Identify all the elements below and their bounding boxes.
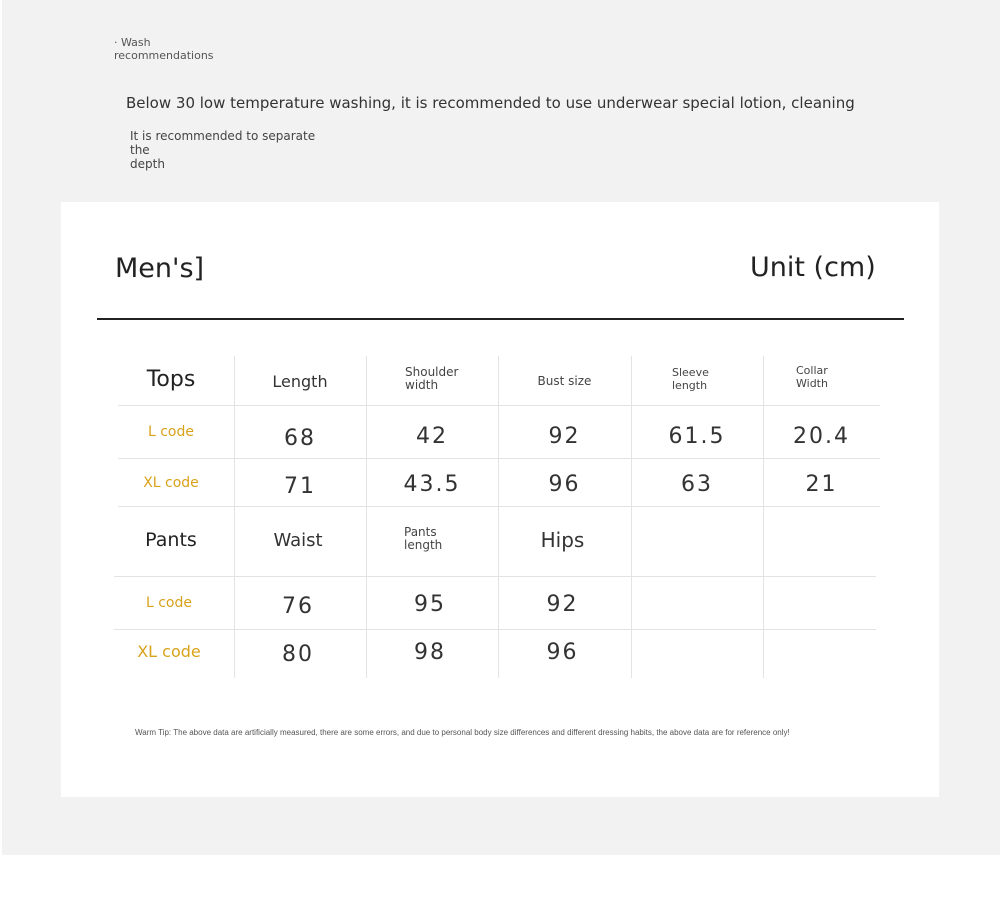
header-sleeve-line2: length [672,379,708,392]
wash-section-label [114,36,224,62]
pants-waist-value: 80 [282,641,314,667]
grid-hline [118,405,880,406]
pants-row-size: L code [145,595,192,611]
tops-shoulder-value: 42 [416,423,448,449]
tops-sleeve-value: 63 [681,471,713,497]
header-collar-width [796,364,876,394]
header-pants-line1: Pants [404,525,437,539]
header-hips: Hips [540,528,585,552]
wash-label-line2: recommendations [114,49,214,62]
header-collar-line2: Width [796,377,828,390]
tops-row-size: L code [147,424,194,440]
header-sleeve-length [672,366,752,396]
pants-label: Pants [145,529,197,551]
pants-hips-value: 96 [546,639,579,665]
header-shoulder-line2: width [405,378,439,392]
tops-collar-value: 21 [805,471,838,497]
pants-waist-value: 76 [282,593,314,619]
tops-shoulder-value: 43.5 [403,471,461,497]
header-shoulder-line1: Shoulder [405,365,459,379]
wash-sub-line2: depth [130,157,165,171]
header-waist: Waist [273,529,323,551]
header-shoulder-width [405,366,495,396]
header-sleeve-line1: Sleeve [672,366,709,379]
wash-label-line1: · Wash [114,36,151,49]
title-divider [97,318,904,320]
tops-collar-value: 20.4 [793,423,850,449]
header-bust-size: Bust size [537,374,592,388]
pants-length-value: 95 [414,591,446,617]
tops-length-value: 68 [284,425,316,451]
tops-bust-value: 96 [548,471,581,497]
pants-hips-value: 92 [546,591,579,617]
header-collar-line1: Collar [796,364,828,377]
pants-length-value: 98 [414,639,446,665]
tops-label: Tops [146,366,196,392]
tops-length-value: 71 [284,473,316,499]
wash-instruction-text: Below 30 low temperature washing, it is recommended to use underwear special lotion, cleaning [126,94,855,112]
tops-bust-value: 92 [548,423,581,449]
size-chart-title: Men's] [115,253,205,284]
header-length: Length [272,371,328,391]
grid-hline [114,576,876,577]
warm-tip-text: Warm Tip: The above data are artificially measured, there are some errors, and due to personal body size differences and different dressing habits, the above data are for reference only! [135,728,790,737]
pants-row-size: XL code [137,641,201,661]
tops-row-size: XL code [143,475,199,491]
tops-sleeve-value: 61.5 [668,423,726,449]
header-pants-line2: length [404,538,443,552]
wash-sub-text [130,129,335,171]
unit-label: Unit (cm) [750,252,876,283]
wash-sub-line1: It is recommended to separate the [130,129,316,157]
header-pants-length [404,526,484,556]
